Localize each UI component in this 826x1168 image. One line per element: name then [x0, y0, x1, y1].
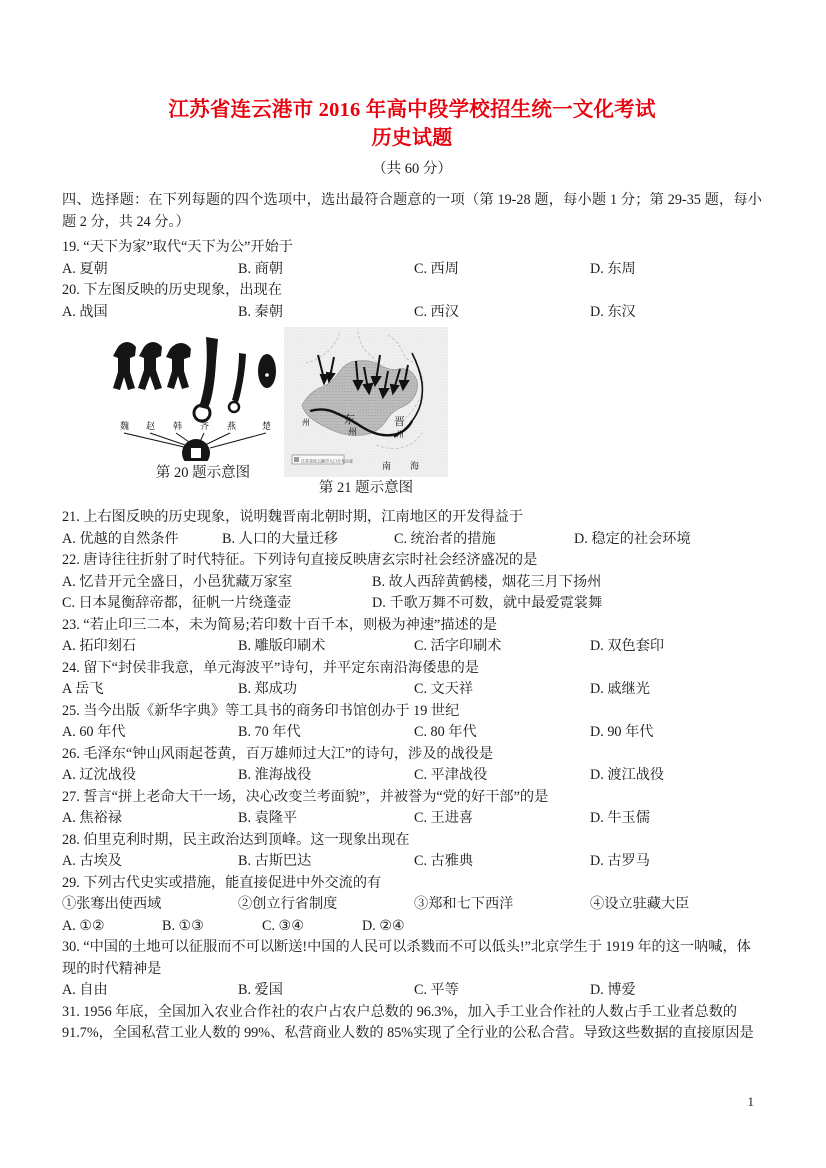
svg-text:东: 东	[344, 414, 355, 426]
svg-text:赵: 赵	[146, 421, 156, 431]
warring-states-coin-diagram	[110, 331, 296, 461]
option-c[interactable]: C. 平津战役	[414, 767, 488, 783]
question-22-options-row2	[62, 593, 762, 615]
question-30-stem: 30. “中国的土地可以征服而不可以断送!中国的人民可以杀戮而不可以低头!”北京学生于 1919 年的这一呐喊，体现的时代精神是	[62, 939, 751, 977]
figure-21-caption: 第 21 题示意图	[318, 480, 414, 496]
option-d[interactable]: D. ②④	[362, 917, 405, 934]
figure-group	[62, 327, 762, 505]
option-d[interactable]: D. 渡江战役	[590, 767, 665, 783]
option-a[interactable]: A. 战国	[62, 303, 108, 320]
svg-text:州: 州	[396, 430, 404, 439]
question-20-stem: 20. 下左图反映的历史现象，出现在	[62, 282, 282, 298]
option-b[interactable]: B. 袁隆平	[238, 810, 298, 826]
total-score-note: （共 60 分）	[372, 161, 452, 177]
page-title: 江苏省连云港市 2016 年高中段学校招生统一文化考试	[168, 99, 656, 121]
question-29-statements	[62, 894, 762, 916]
option-a[interactable]: A. 忆昔开元全盛日，小邑犹藏万家室	[62, 573, 293, 590]
option-b[interactable]: B. 淮海战役	[238, 767, 312, 783]
option-c[interactable]: C. 80 年代	[414, 724, 477, 740]
svg-text:南: 南	[382, 461, 392, 471]
svg-text:江苏省连云港市人口分布示意: 江苏省连云港市人口分布示意	[301, 458, 353, 464]
question-22-options-row1	[62, 572, 762, 594]
question-20-options	[62, 302, 762, 324]
option-b[interactable]: B. 商朝	[238, 260, 283, 277]
option-b[interactable]: B. 人口的大量迁移	[222, 530, 338, 547]
option-b[interactable]: B. 古斯巴达	[238, 853, 312, 869]
option-c[interactable]: C. 活字印刷术	[414, 638, 502, 654]
historical-migration-map	[284, 327, 448, 477]
svg-text:州: 州	[302, 418, 310, 427]
question-22-stem: 22. 唐诗往往折射了时代特征。下列诗句直接反映唐玄宗时社会经济盛况的是	[62, 552, 538, 568]
question-28-stem: 28. 伯里克利时期，民主政治达到顶峰。这一现象出现在	[62, 831, 410, 848]
question-23-stem: 23. “若止印三二本，未为简易;若印数十百千本，则极为神速”描述的是	[62, 616, 498, 633]
option-c[interactable]: C. 西汉	[414, 303, 459, 320]
svg-text:齐: 齐	[200, 421, 210, 431]
statement-3: ③郑和七下西洋	[414, 896, 514, 912]
svg-text:海: 海	[410, 461, 420, 471]
option-d[interactable]: D. 千歌万舞不可数，就中最爱霓裳舞	[372, 595, 603, 611]
statement-4: ④设立驻藏大臣	[590, 896, 690, 912]
question-26-stem: 26. 毛泽东“钟山风雨起苍黄，百万雄师过大江”的诗句，涉及的战役是	[62, 745, 494, 762]
question-27-stem: 27. 誓言“拼上老命大干一场，决心改变兰考面貌”，并被誉为“党的好干部”的是	[62, 788, 549, 805]
svg-text:韩: 韩	[173, 421, 183, 431]
option-c[interactable]: C. 日本晁衡辞帝都，征帆一片绕蓬壶	[62, 595, 292, 611]
option-a[interactable]: A. 优越的自然条件	[62, 530, 179, 547]
option-c[interactable]: C. 古雅典	[414, 853, 474, 869]
option-b[interactable]: B. 爱国	[238, 982, 283, 998]
figure-20-caption: 第 20 题示意图	[155, 465, 251, 481]
question-28-options	[62, 851, 762, 873]
question-25-stem: 25. 当今出版《新华字典》等工具书的商务印书馆创办于 19 世纪	[62, 702, 460, 719]
option-a[interactable]: A 岳飞	[62, 681, 104, 697]
option-a[interactable]: A. 自由	[62, 982, 108, 998]
option-c[interactable]: C. 王进喜	[414, 810, 474, 826]
page-number: 1	[747, 1094, 754, 1109]
question-29-stem: 29. 下列古代史实或措施，能直接促进中外交流的有	[62, 874, 382, 891]
option-a[interactable]: A. 古埃及	[62, 853, 122, 869]
option-a[interactable]: A. ①②	[62, 917, 105, 934]
question-29-options	[62, 916, 762, 938]
option-a[interactable]: A. 焦裕禄	[62, 810, 122, 826]
svg-text:燕: 燕	[227, 421, 237, 431]
question-19-options	[62, 259, 762, 281]
question-23-options	[62, 636, 762, 658]
section-instructions: 四、选择题：在下列每题的四个选项中，选出最符合题意的一项（第 19-28 题，每小题 1 分；第 29-35 题，每小题 2 分，共 24 分。）	[62, 192, 762, 230]
option-c[interactable]: C. 统治者的措施	[394, 530, 496, 547]
option-d[interactable]: D. 古罗马	[590, 853, 650, 869]
option-d[interactable]: D. 稳定的社会环境	[574, 530, 691, 547]
svg-text:晋: 晋	[394, 416, 405, 428]
option-b[interactable]: B. ①③	[162, 917, 204, 934]
option-b[interactable]: B. 70 年代	[238, 724, 301, 740]
option-d[interactable]: D. 东汉	[590, 303, 636, 320]
option-d[interactable]: D. 东周	[590, 260, 636, 277]
option-d[interactable]: D. 戚继光	[590, 681, 650, 697]
question-30-options	[62, 980, 762, 1002]
svg-text:魏: 魏	[120, 421, 130, 431]
statement-2: ②创立行省制度	[238, 896, 338, 912]
option-c[interactable]: C. 文天祥	[414, 681, 474, 697]
question-26-options	[62, 765, 762, 787]
figure-question-21	[284, 327, 448, 498]
question-31-stem: 31. 1956 年底，全国加入农业合作社的农户占农户总数的 96.3%，加入手工业合作社的人数占手工业者总数的 91.7%，全国私营工业人数的 99%、私营商业人数的 85%实现了全行业的公私合营。导致这些数据的直接原因是	[62, 1003, 754, 1041]
question-25-options	[62, 722, 762, 744]
option-c[interactable]: C. 平等	[414, 982, 459, 998]
page-subtitle: 历史试题	[371, 127, 453, 149]
option-d[interactable]: D. 双色套印	[590, 638, 665, 654]
question-27-options	[62, 808, 762, 830]
option-b[interactable]: B. 故人西辞黄鹤楼，烟花三月下扬州	[372, 573, 602, 590]
option-a[interactable]: A. 60 年代	[62, 724, 126, 740]
question-19-stem: 19. “天下为家”取代“天下为公”开始于	[62, 239, 293, 255]
option-a[interactable]: A. 拓印刻石	[62, 638, 137, 654]
option-d[interactable]: D. 90 年代	[590, 724, 654, 740]
option-d[interactable]: D. 博爱	[590, 982, 636, 998]
option-c[interactable]: C. ③④	[262, 917, 304, 934]
option-b[interactable]: B. 雕版印刷术	[238, 638, 326, 654]
question-21-stem: 21. 上右图反映的历史现象，说明魏晋南北朝时期，江南地区的开发得益于	[62, 509, 524, 525]
question-24-options	[62, 679, 762, 701]
question-24-stem: 24. 留下“封侯非我意，单元海波平”诗句，并平定东南沿海倭患的是	[62, 659, 479, 676]
option-b[interactable]: B. 郑成功	[238, 681, 298, 697]
statement-1: ①张骞出使西域	[62, 896, 162, 912]
svg-text:楚: 楚	[262, 421, 272, 431]
page-content	[62, 96, 762, 1045]
option-a[interactable]: A. 夏朝	[62, 260, 108, 277]
figure-question-20	[110, 331, 296, 483]
option-d[interactable]: D. 牛玉儒	[590, 810, 650, 826]
option-a[interactable]: A. 辽沈战役	[62, 767, 137, 783]
svg-text:州: 州	[348, 427, 358, 437]
option-b[interactable]: B. 秦朝	[238, 303, 283, 320]
map-svg	[284, 327, 448, 477]
question-21-options	[62, 529, 762, 551]
option-c[interactable]: C. 西周	[414, 260, 459, 277]
